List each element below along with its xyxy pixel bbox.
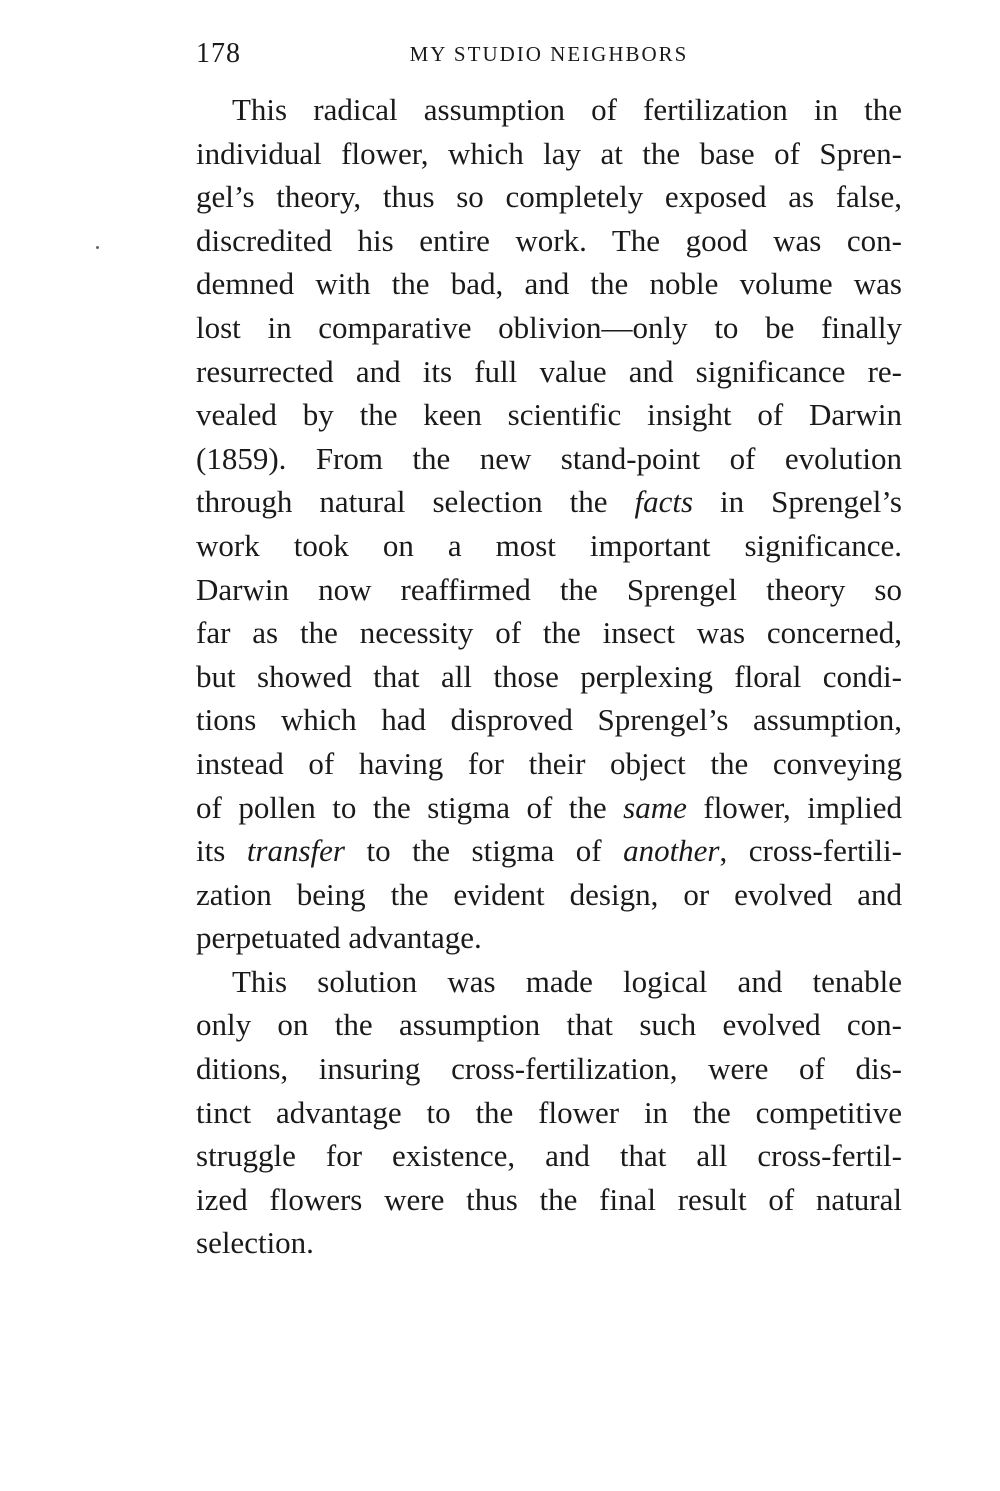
text-segment: This solution was made logical and tenable bbox=[232, 963, 902, 999]
text-segment: resurrected and its full value and significance re- bbox=[196, 353, 902, 389]
text-segment: tinct advantage to the flower in the competitive bbox=[196, 1094, 902, 1130]
text-line bbox=[196, 698, 902, 742]
running-head bbox=[196, 38, 902, 74]
text-segment: only on the assumption that such evolved con- bbox=[196, 1007, 902, 1043]
text-segment: individual flower, which lay at the base of Spren- bbox=[196, 135, 902, 171]
text-segment: gel’s theory, thus so completely exposed as false, bbox=[196, 179, 902, 215]
text-segment: discredited his entire work. The good was con- bbox=[196, 222, 902, 258]
text-line bbox=[196, 611, 902, 655]
text-line bbox=[196, 524, 902, 568]
text-line bbox=[196, 393, 902, 437]
italic-word: facts bbox=[634, 484, 694, 520]
text-line bbox=[196, 175, 902, 219]
text-segment: This radical assumption of fertilization in the bbox=[232, 92, 902, 127]
text-line bbox=[196, 960, 902, 1004]
text-segment: ized flowers were thus the final result of natural bbox=[196, 1181, 902, 1217]
text-segment: to the stigma of bbox=[345, 833, 624, 869]
italic-word: same bbox=[623, 789, 687, 825]
text-line bbox=[196, 1221, 902, 1265]
text-segment: , cross-fertili- bbox=[719, 833, 902, 869]
text-line bbox=[196, 262, 902, 306]
italic-word: transfer bbox=[246, 833, 345, 869]
text-segment: zation being the evident design, or evolved and bbox=[196, 876, 902, 912]
text-line bbox=[196, 1003, 902, 1047]
stray-ink-mark bbox=[96, 246, 99, 249]
running-title: MY STUDIO NEIGHBORS bbox=[409, 42, 689, 66]
text-line bbox=[196, 480, 902, 524]
text-line bbox=[196, 742, 902, 786]
text-line bbox=[196, 350, 902, 394]
text-line bbox=[196, 786, 902, 830]
text-segment: of pollen to the stigma of the bbox=[196, 789, 624, 825]
text-segment: but showed that all those perplexing floral condi- bbox=[196, 658, 902, 694]
text-segment: (1859). From the new stand-point of evolution bbox=[196, 440, 902, 476]
text-line bbox=[196, 1134, 902, 1178]
text-segment: tions which had disproved Sprengel’s assumption, bbox=[196, 702, 902, 738]
italic-word: another bbox=[623, 833, 720, 869]
paragraph bbox=[196, 88, 902, 960]
text-line bbox=[196, 132, 902, 176]
text-line bbox=[196, 916, 902, 960]
text-segment: through natural selection the bbox=[196, 484, 635, 520]
text-segment: ditions, insuring cross-fertilization, were of dis- bbox=[196, 1051, 902, 1087]
text-line bbox=[196, 306, 902, 350]
text-segment: in Sprengel’s bbox=[693, 484, 902, 520]
text-segment: demned with the bad, and the noble volume was bbox=[196, 266, 902, 302]
text-segment: instead of having for their object the conveying bbox=[196, 745, 902, 781]
text-line bbox=[196, 88, 902, 132]
text-segment: lost in comparative oblivion—only to be finally bbox=[196, 309, 902, 345]
text-segment: flower, implied bbox=[686, 789, 902, 825]
text-segment: its bbox=[196, 833, 247, 869]
text-segment: vealed by the keen scientific insight of Darwin bbox=[196, 397, 902, 433]
text-segment: far as the necessity of the insect was concerned, bbox=[196, 615, 902, 651]
text-segment: perpetuated advantage. bbox=[196, 920, 482, 956]
text-line bbox=[196, 437, 902, 481]
text-segment: Darwin now reaffirmed the Sprengel theory so bbox=[196, 571, 902, 607]
text-line bbox=[196, 873, 902, 917]
text-line bbox=[196, 1047, 902, 1091]
text-line bbox=[196, 655, 902, 699]
text-line bbox=[196, 219, 902, 263]
text-segment: struggle for existence, and that all cross-fertil- bbox=[196, 1138, 902, 1174]
paragraph bbox=[196, 960, 902, 1265]
text-segment: selection. bbox=[196, 1225, 314, 1261]
text-segment: work took on a most important significance. bbox=[196, 527, 902, 563]
text-line bbox=[196, 829, 902, 873]
text-line bbox=[196, 1091, 902, 1135]
page-number: 178 bbox=[196, 38, 241, 69]
text-line bbox=[196, 1178, 902, 1222]
text-line bbox=[196, 568, 902, 612]
body-text bbox=[196, 88, 902, 1265]
